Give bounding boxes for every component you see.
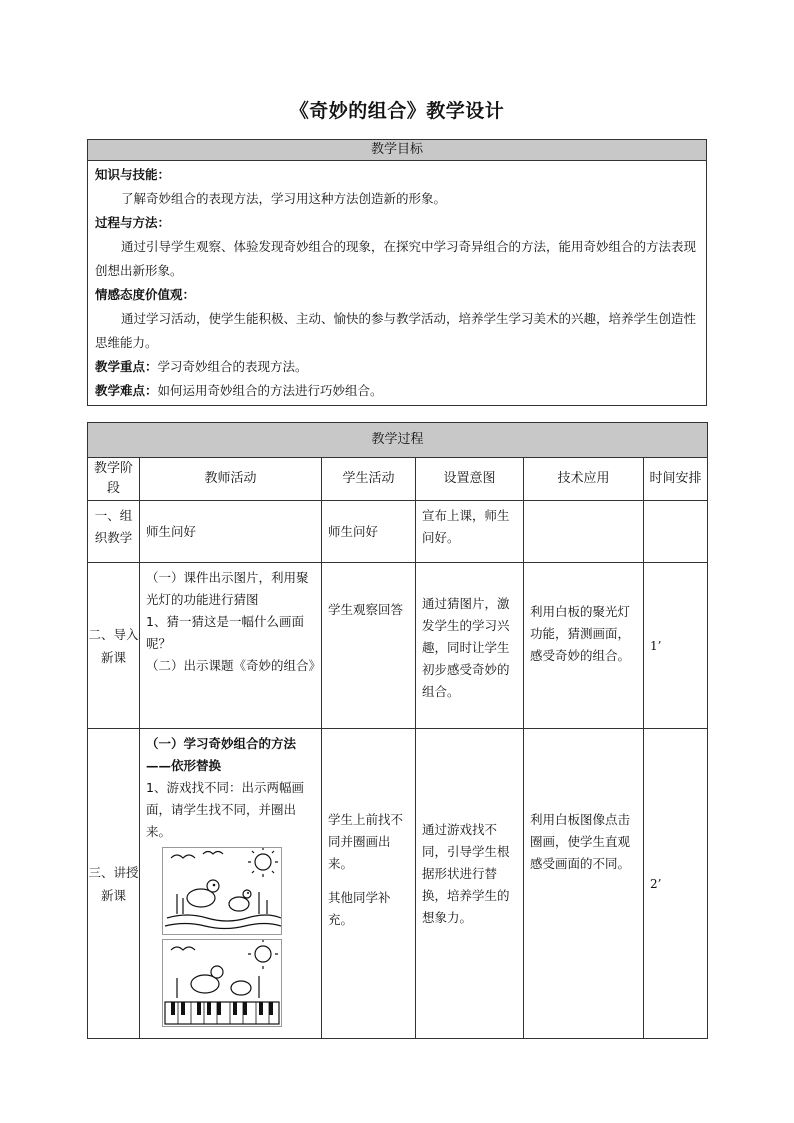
bird-icon — [171, 855, 195, 858]
col-teacher: 教师活动 — [140, 458, 322, 501]
table-row — [88, 501, 708, 563]
process-header: 教学过程 — [88, 423, 708, 458]
teacher-cell: 师生问好 — [140, 501, 322, 563]
table-row — [88, 729, 708, 1039]
process-table — [87, 422, 708, 1039]
time-cell: 1’ — [644, 563, 708, 729]
key-point — [95, 355, 699, 379]
intent-cell: 通过猜图片，激发学生的学习兴趣，同时让学生初步感受奇妙的组合。 — [416, 563, 524, 729]
tech-cell: 利用白板图像点击圈画，使学生直观感受画面的不同。 — [524, 729, 644, 1039]
teacher-line-3: （二）出示课题《奇妙的组合》 — [146, 658, 322, 673]
knowledge-text: 了解奇妙组合的表现方法，学习用这种方法创造新的形象。 — [121, 191, 447, 206]
teacher-line-1: 1、游戏找不同：出示两幅画面，请学生找不同，并圈出来。 — [146, 780, 304, 839]
picture-before — [162, 847, 282, 935]
column-header-row — [88, 458, 708, 501]
intent-cell: 宣布上课，师生问好。 — [416, 501, 524, 563]
time-cell — [644, 501, 708, 563]
process-text: 通过引导学生观察、体验发现奇妙组合的现象，在探究中学习奇异组合的方法，能用奇妙组合的方法表现创想出新形象。 — [95, 239, 697, 278]
tech-cell — [524, 501, 644, 563]
difficulty-text: 如何运用奇妙组合的方法进行巧妙组合。 — [157, 383, 383, 398]
goals-header: 教学目标 — [88, 140, 707, 161]
col-time: 时间安排 — [644, 458, 708, 501]
goals-table — [87, 139, 707, 406]
emotion-heading: 情感态度价值观： — [95, 287, 196, 302]
stage-cell: 一、组织教学 — [88, 501, 140, 563]
student-cell: 师生问好 — [322, 501, 416, 563]
bird-icon — [171, 947, 195, 950]
bird-icon — [203, 852, 223, 855]
tech-cell: 利用白板的聚光灯功能，猜测画面，感受奇妙的组合。 — [524, 563, 644, 729]
student-cell — [322, 729, 416, 1039]
emotion-text: 通过学习活动，使学生能积极、主动、愉快的参与教学活动，培养学生学习美术的兴趣，培养学生创造性思维能力。 — [95, 311, 697, 350]
teacher-line-2: 1、猜一猜这是一幅什么画面呢？ — [146, 614, 304, 651]
duck-icon — [231, 981, 251, 995]
key-text: 学习奇妙组合的表现方法。 — [157, 359, 308, 374]
stage-cell: 三、讲授新课 — [88, 729, 140, 1039]
difficulty-heading: 教学难点： — [95, 383, 158, 398]
col-tech: 技术应用 — [524, 458, 644, 501]
student-cell: 学生观察回答 — [322, 563, 416, 729]
key-heading: 教学重点： — [95, 359, 158, 374]
intent-cell: 通过游戏找不同，引导学生根据形状进行替换，培养学生的想象力。 — [416, 729, 524, 1039]
time-cell: 2’ — [644, 729, 708, 1039]
page-title: 《奇妙的组合》教学设计 — [289, 100, 505, 122]
picture-after — [162, 939, 282, 1027]
process-heading: 过程与方法： — [95, 215, 171, 230]
duck-icon — [229, 897, 249, 911]
col-student: 学生活动 — [322, 458, 416, 501]
col-stage: 教学阶段 — [88, 458, 140, 501]
teacher-line-1: （一）课件出示图片，利用聚光灯的功能进行猜图 — [146, 570, 309, 607]
teacher-cell — [140, 729, 322, 1039]
difficulty-point — [95, 379, 699, 403]
student-line-1: 学生上前找不同并圈画出来。 — [328, 812, 404, 871]
teacher-heading: （一）学习奇妙组合的方法——依形替换 — [146, 736, 297, 773]
teacher-cell — [140, 563, 322, 729]
student-line-2: 其他同学补充。 — [328, 890, 391, 927]
table-row — [88, 563, 708, 729]
col-intent: 设置意图 — [416, 458, 524, 501]
sun-icon — [255, 854, 271, 870]
stage-cell: 二、导入新课 — [88, 563, 140, 729]
goals-body — [88, 161, 707, 406]
sun-icon — [255, 946, 271, 962]
knowledge-heading: 知识与技能： — [95, 167, 171, 182]
